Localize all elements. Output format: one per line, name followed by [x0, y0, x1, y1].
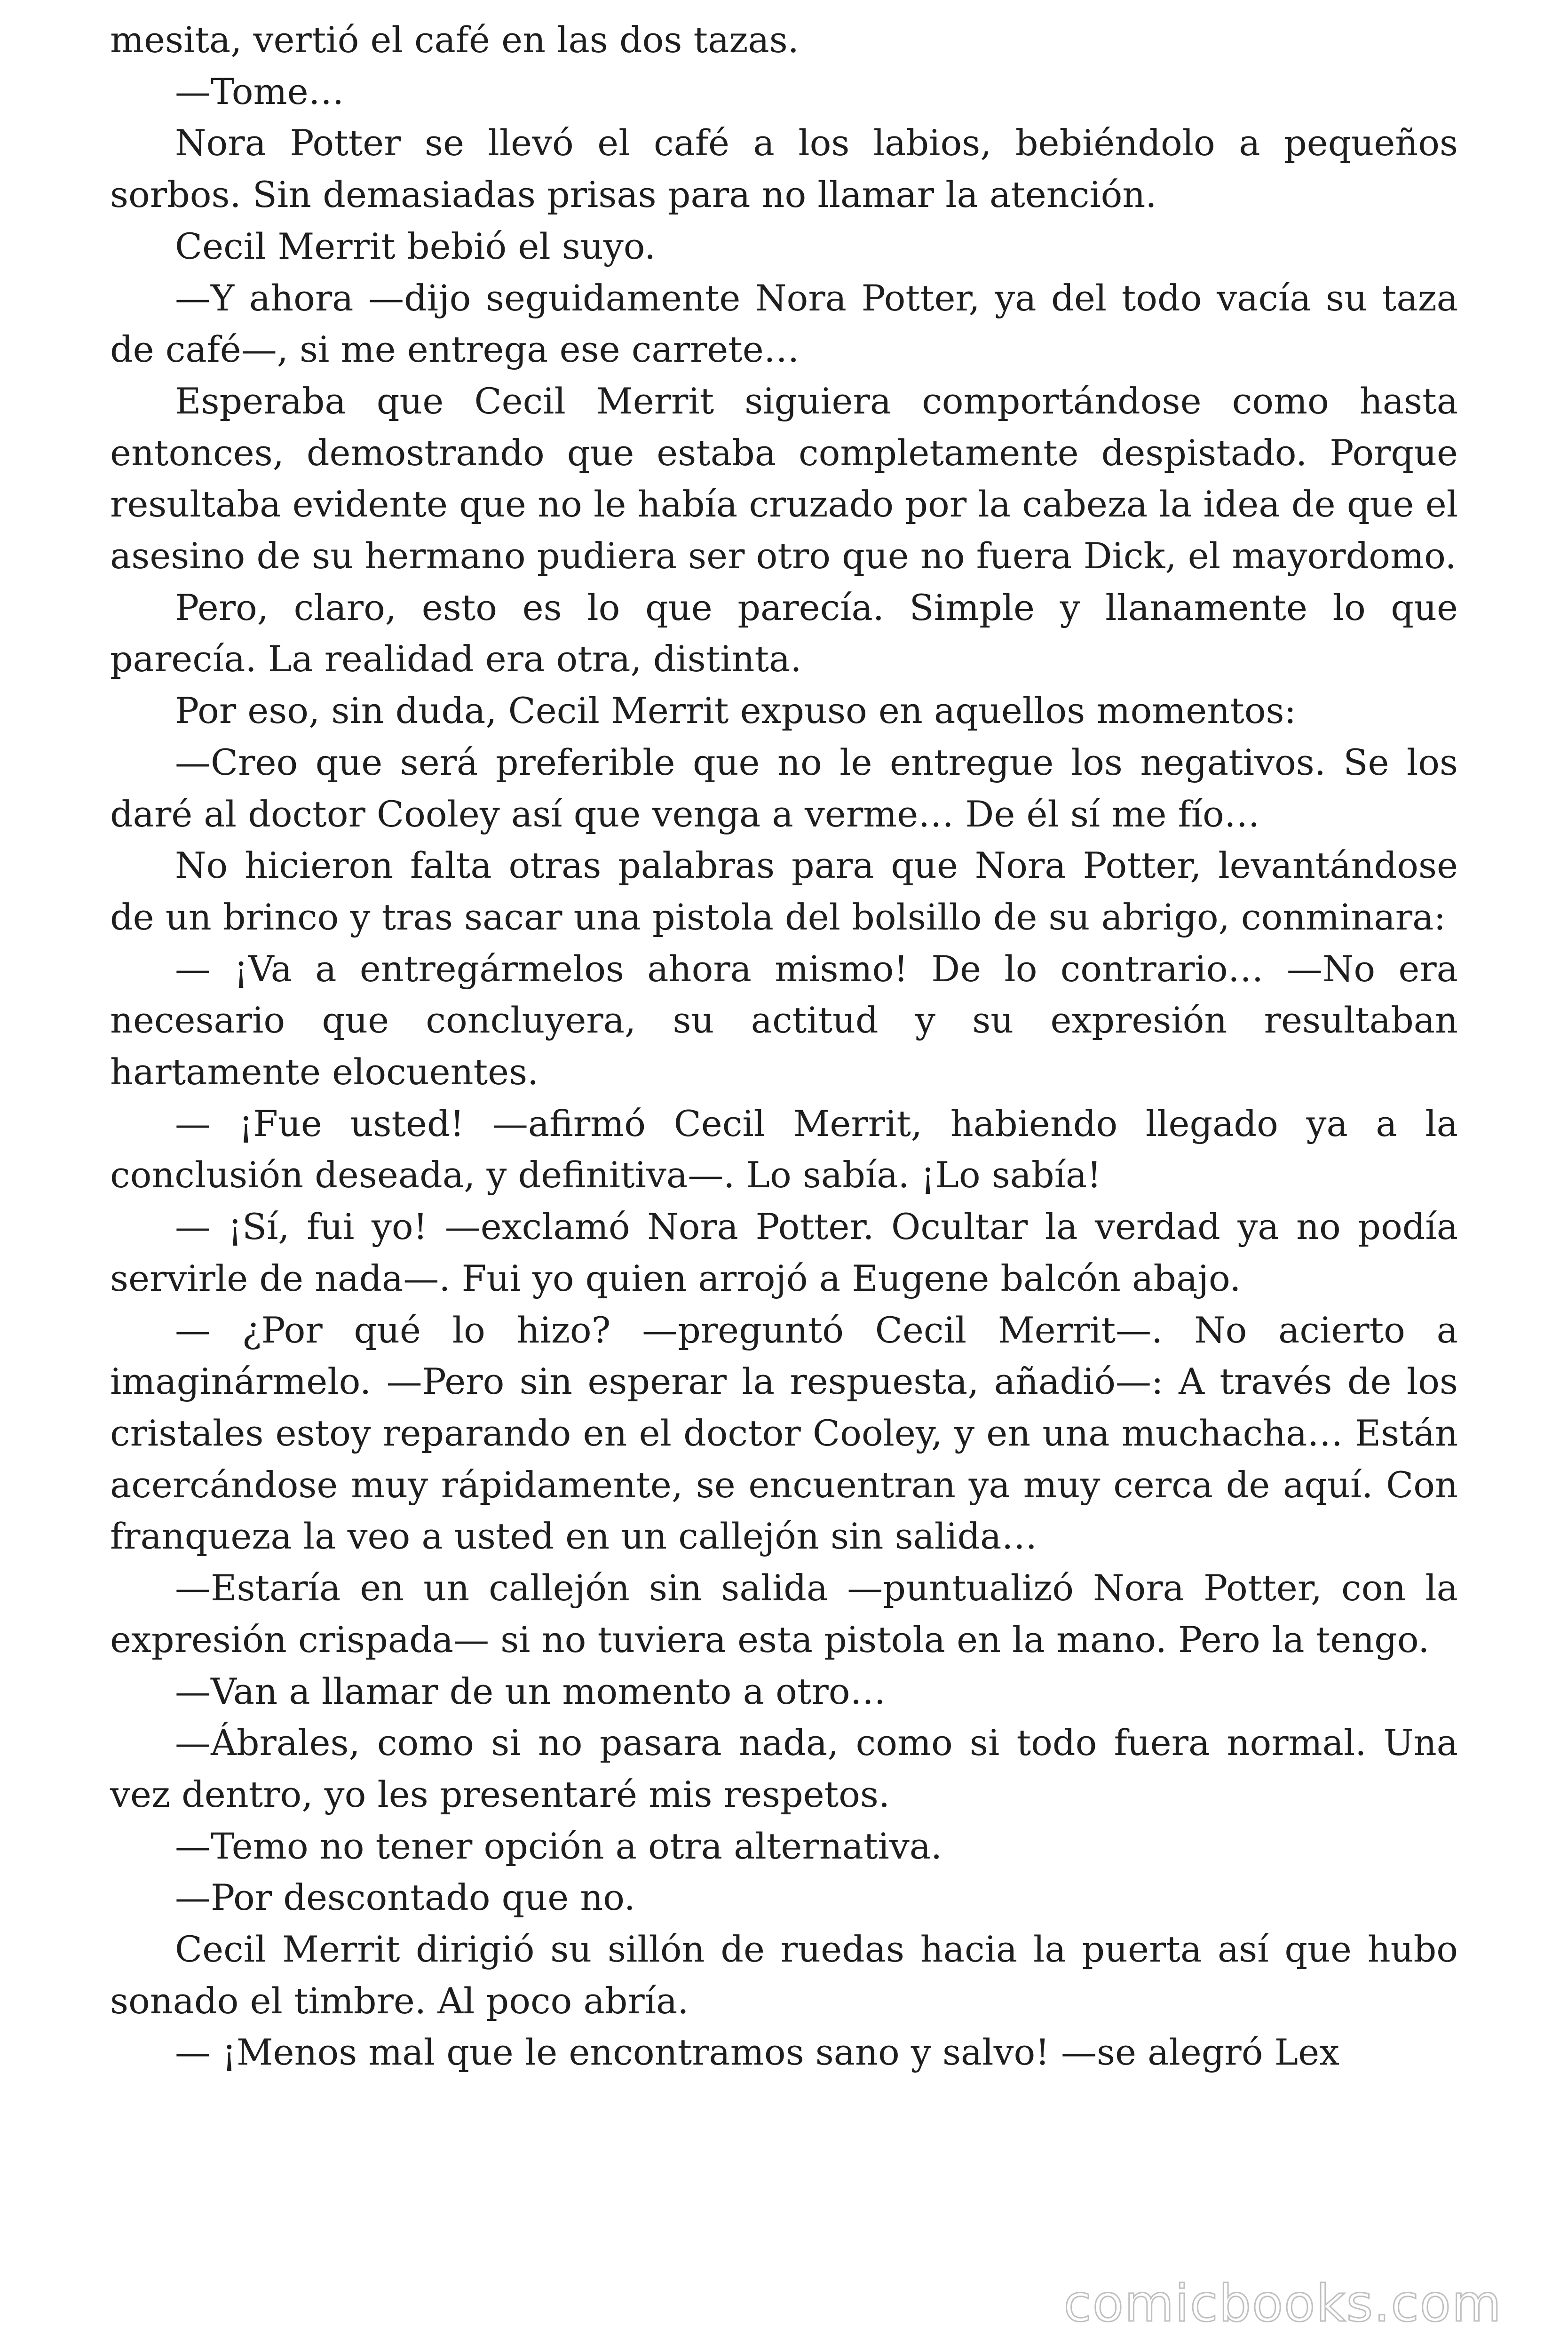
page-body-text — [110, 14, 1458, 2078]
paragraph-4: Cecil Merrit bebió el suyo. — [175, 225, 656, 267]
watermark: comicbooks.com — [1063, 2274, 1502, 2333]
paragraph-17: —Ábrales, como si no pasara nada, como si todo fuera normal. Una vez dentro, yo les presentaré mis respetos. — [110, 1722, 1458, 1815]
paragraph-16: —Van a llamar de un momento a otro… — [175, 1670, 886, 1712]
paragraph-2: —Tome… — [175, 70, 344, 112]
paragraph-14: — ¿Por qué lo hizo? —preguntó Cecil Merrit—. No acierto a imaginármelo. —Pero sin esperar la respuesta, añadió—: A través de los cristales estoy reparando en el doctor Cooley, y en una muchacha… Están acercándose muy rápidamente, se encuentran ya muy cerca de aquí. Con franqueza la veo a usted en un callejón sin salida… — [110, 1309, 1458, 1557]
paragraph-3: Nora Potter se llevó el café a los labios, bebiéndolo a pequeños sorbos. Sin demasiadas prisas para no llamar la atención. — [110, 122, 1458, 216]
paragraph-12: — ¡Fue usted! —afirmó Cecil Merrit, habiendo llegado ya a la conclusión deseada, y definitiva—. Lo sabía. ¡Lo sabía! — [110, 1102, 1458, 1196]
paragraph-5: —Y ahora —dijo seguidamente Nora Potter, ya del todo vacía su taza de café—, si me entrega ese carrete… — [110, 277, 1458, 371]
paragraph-11: — ¡Va a entregármelos ahora mismo! De lo contrario… —No era necesario que concluyera, su actitud y su expresión resultaban hartamente elocuentes. — [110, 947, 1458, 1093]
paragraph-21: — ¡Menos mal que le encontramos sano y salvo! —se alegró Lex — [175, 2031, 1339, 2074]
paragraph-7: Pero, claro, esto es lo que parecía. Simple y llanamente lo que parecía. La realidad era otra, distinta. — [110, 586, 1458, 680]
paragraph-19: —Por descontado que no. — [175, 1876, 635, 1919]
paragraph-20: Cecil Merrit dirigió su sillón de ruedas hacia la puerta así que hubo sonado el timbre. Al poco abría. — [110, 1928, 1458, 2022]
paragraph-15: —Estaría en un callejón sin salida —puntualizó Nora Potter, con la expresión crispada— si no tuviera esta pistola en la mano. Pero la tengo. — [110, 1567, 1458, 1661]
paragraph-18: —Temo no tener opción a otra alternativa. — [175, 1825, 942, 1867]
paragraph-1: mesita, vertió el café en las dos tazas. — [110, 19, 799, 61]
paragraph-9: —Creo que será preferible que no le entregue los negativos. Se los daré al doctor Cooley así que venga a verme… De él sí me fío… — [110, 741, 1458, 835]
paragraph-13: — ¡Sí, fui yo! —exclamó Nora Potter. Ocultar la verdad ya no podía servirle de nada—. Fui yo quien arrojó a Eugene balcón abajo. — [110, 1206, 1458, 1299]
paragraph-6: Esperaba que Cecil Merrit siguiera comportándose como hasta entonces, demostrando que estaba completamente despistado. Porque resultaba evidente que no le había cruzado por la cabeza la idea de que el asesino de su hermano pudiera ser otro que no fuera Dick, el mayordomo. — [110, 380, 1458, 577]
paragraph-10: No hicieron falta otras palabras para que Nora Potter, levantándose de un brinco y tras sacar una pistola del bolsillo de su abrigo, conminara: — [110, 844, 1458, 938]
paragraph-8: Por eso, sin duda, Cecil Merrit expuso en aquellos momentos: — [175, 690, 1297, 732]
